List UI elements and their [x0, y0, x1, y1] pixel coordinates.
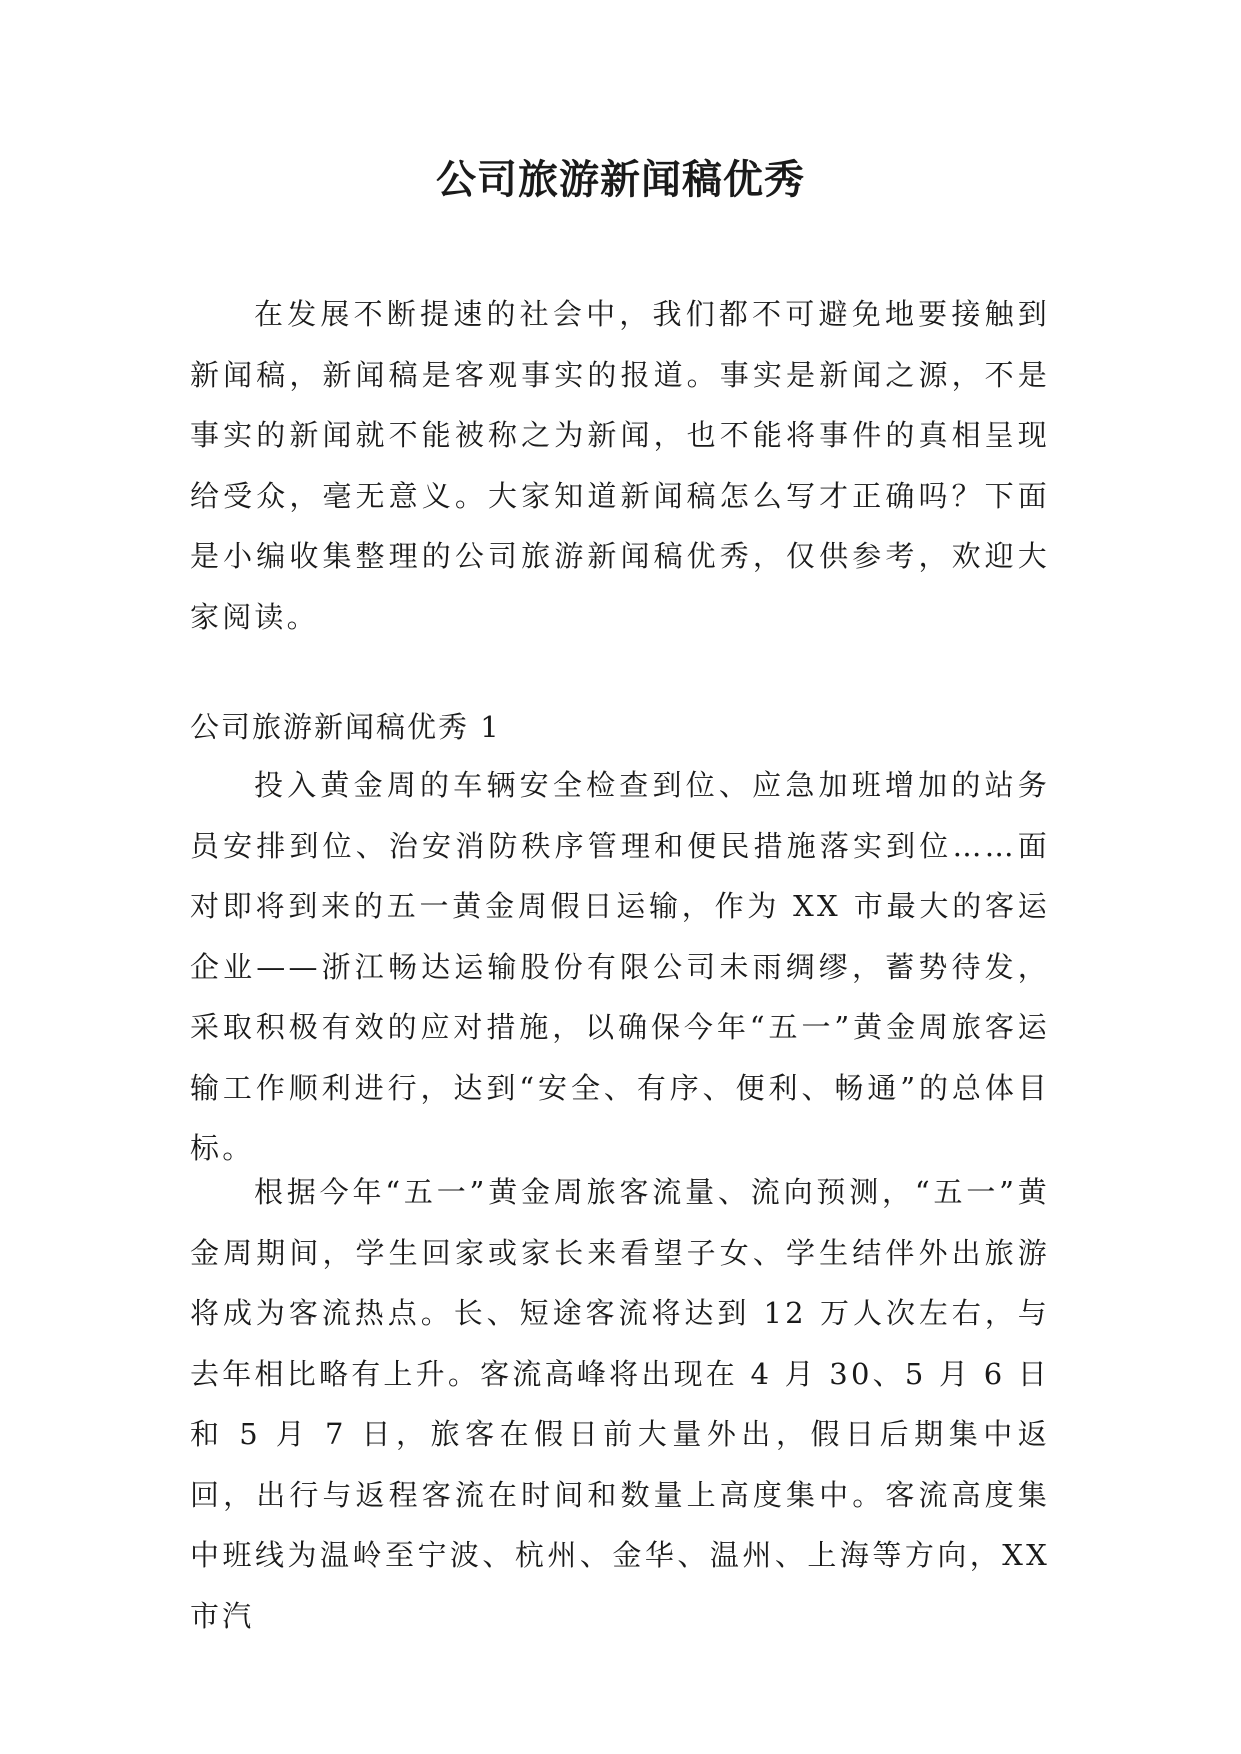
intro-paragraph: 在发展不断提速的社会中，我们都不可避免地要接触到新闻稿，新闻稿是客观事实的报道。事实是新闻之源，不是事实的新闻就不能被称之为新闻，也不能将事件的真相呈现给受众，毫无意义。大家知道新闻稿怎么写才正确吗？下面是小编收集整理的公司旅游新闻稿优秀，仅供参考，欢迎大家阅读。 [190, 297, 1050, 634]
body-paragraph-1: 投入黄金周的车辆安全检查到位、应急加班增加的站务员安排到位、治安消防秩序管理和便民措施落实到位……面对即将到来的五一黄金周假日运输，作为 XX 市最大的客运企业——浙江畅达运输股份有限公司未雨绸缪，蓄势待发，采取积极有效的应对措施，以确保今年“五一”黄金周旅客运输工作顺利进行，达到“安全、有序、便利、畅通”的总体目标。 [190, 768, 1050, 1165]
body-paragraph-2: 根据今年“五一”黄金周旅客流量、流向预测，“五一”黄金周期间，学生回家或家长来看望子女、学生结伴外出旅游将成为客流热点。长、短途客流将达到 12 万人次左右，与去年相比略有上升。客流高峰将出现在 4 月 30、5 月 6 日和 5 月 7 日，旅客在假日前大量外出，假日后期集中返回，出行与返程客流在时间和数量上高度集中。客流高度集中班线为温岭至宁波、杭州、金华、温州、上海等方向，XX 市汽 [190, 1175, 1050, 1633]
section-heading: 公司旅游新闻稿优秀 1 [190, 710, 501, 744]
document-title: 公司旅游新闻稿优秀 [436, 157, 805, 203]
